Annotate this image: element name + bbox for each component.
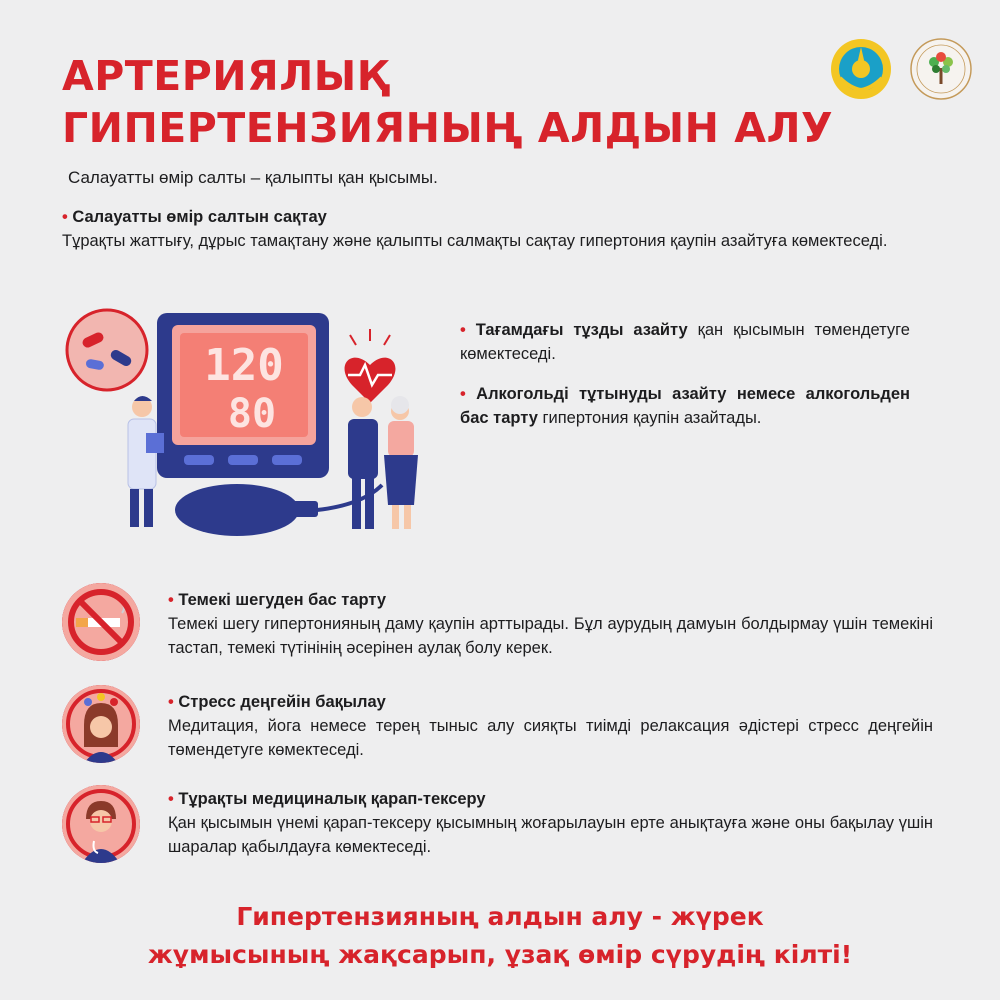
- blood-pressure-illustration: [62, 305, 442, 540]
- pills-icon: [67, 310, 147, 390]
- emblems: [830, 38, 972, 100]
- section-checkup: [168, 787, 933, 859]
- stress-woman-icon: [62, 685, 140, 763]
- section-lifestyle-head: Салауатты өмір салтын сақтау: [72, 208, 327, 226]
- bullet-icon: •: [168, 693, 174, 711]
- footer-line-2: жұмысының жақсарып, ұзақ өмір сүрудің кілті!: [147, 940, 853, 969]
- state-emblem-icon: [830, 38, 892, 100]
- section-stress: [168, 690, 933, 762]
- section-salt: [460, 318, 910, 366]
- section-checkup-text: Қан қысымын үнемі қарап-тексеру қысымның жоғарылауын ерте анықтауға және оны бақылау үшін шаралар қабылдауға көмектеседі.: [168, 814, 933, 856]
- bullet-icon: •: [460, 385, 466, 403]
- section-smoking: [168, 588, 933, 660]
- monitor-value-top: 120: [204, 340, 284, 391]
- section-alcohol: [460, 382, 910, 430]
- bullet-icon: •: [168, 790, 174, 808]
- bullet-icon: •: [168, 591, 174, 609]
- section-lifestyle: [62, 205, 942, 253]
- subtitle: Салауатты өмір салты – қалыпты қан қысымы.: [68, 168, 438, 187]
- section-salt-text: қан қысымын төмендетуге көмектеседі.: [460, 321, 910, 363]
- heart-icon: [345, 329, 396, 403]
- doctor-icon: [62, 785, 140, 863]
- section-smoking-text: Темекі шегу гипертонияның даму қаупін арттырады. Бұл аурудың дамуын болдырмау үшін темекіні тастап, темекі түтінінің әсерінен аулақ болу керек.: [168, 615, 933, 657]
- bullet-icon: •: [460, 321, 466, 339]
- page-title: [62, 50, 833, 154]
- section-checkup-head: Тұрақты медициналық қарап-тексеру: [178, 790, 486, 808]
- section-stress-text: Медитация, йога немесе терең тыныс алу сияқты тиімді релаксация әдістері стресс деңгейін төмендетуге көмектеседі.: [168, 717, 933, 759]
- section-lifestyle-text: Тұрақты жаттығу, дұрыс тамақтану және қалыпты салмақты сақтау гипертония қаупін азайтуға көмектеседі.: [62, 232, 888, 250]
- footer-slogan: [0, 898, 1000, 974]
- section-alcohol-text: гипертония қаупін азайтады.: [537, 409, 762, 427]
- section-stress-head: Стресс деңгейін бақылау: [178, 693, 386, 711]
- title-line-1: АРТЕРИЯЛЫҚ: [62, 52, 389, 100]
- elderly-couple-figure: [348, 396, 418, 529]
- bullet-icon: •: [62, 208, 68, 226]
- monitor-value-bottom: 80: [227, 391, 277, 437]
- section-salt-head: Тағамдағы тұзды азайту: [475, 321, 688, 339]
- section-smoking-head: Темекі шегуден бас тарту: [178, 591, 387, 609]
- section-alcohol-head: Алкогольді тұтынуды азайту немесе алкогольден бас тарту: [460, 385, 910, 427]
- ministry-logo-icon: [910, 38, 972, 100]
- footer-line-1: Гипертензияның алдын алу - жүрек: [236, 902, 764, 931]
- title-line-2: ГИПЕРТЕНЗИЯНЫҢ АЛДЫН АЛУ: [62, 104, 834, 152]
- no-smoking-icon: [62, 583, 140, 661]
